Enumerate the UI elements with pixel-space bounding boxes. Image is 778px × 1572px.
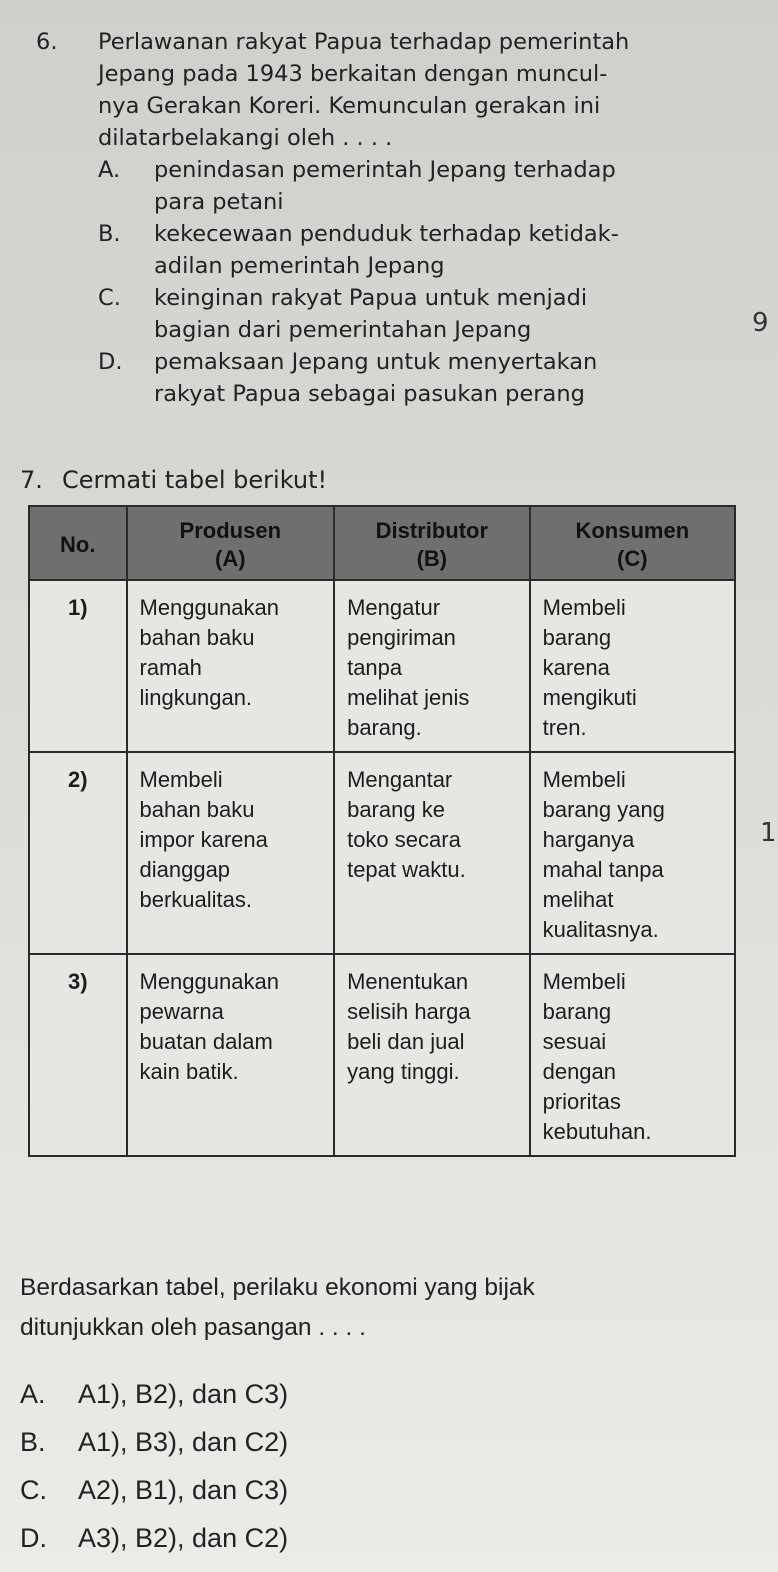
option-letter: C. (98, 285, 121, 311)
cell-line: Membeli (139, 767, 223, 792)
cell-line: mahal tanpa (542, 857, 664, 882)
cell-line: Mengatur (347, 595, 441, 620)
cell-line: barang. (347, 715, 422, 740)
cell-line: impor karena (139, 827, 268, 852)
option-line: bagian dari pemerintahan Jepang (154, 317, 532, 343)
row-number: 3) (29, 954, 127, 1156)
cell-line: barang (542, 625, 612, 650)
cell-line: pengiriman (347, 625, 456, 650)
stray-mark: 1 (760, 818, 777, 848)
cell-line: ramah (139, 655, 202, 680)
cell-line: melihat jenis (347, 685, 470, 710)
cell-line: bahan baku (139, 625, 255, 650)
header-label: No. (60, 532, 96, 557)
option-letter: D. (98, 349, 123, 375)
option-d[interactable] (98, 346, 736, 410)
option-line: penindasan pemerintah Jepang terhadap (154, 157, 616, 183)
question-7-intro (20, 464, 327, 496)
cell-line: berkualitas. (139, 887, 253, 912)
cell-line: toko secara (347, 827, 461, 852)
cell-line: Menggunakan (139, 969, 279, 994)
cell-distributor (334, 954, 530, 1156)
cell-line: dianggap (139, 857, 231, 882)
option-b[interactable] (98, 218, 736, 282)
option-line: pemaksaan Jepang untuk menyertakan (154, 349, 598, 375)
stem-line: nya Gerakan Koreri. Kemunculan gerakan ini (98, 93, 601, 119)
option-letter: A. (20, 1379, 46, 1409)
cell-line: dengan (542, 1059, 617, 1084)
table-row (29, 752, 735, 954)
option-text: A2), B1), dan C3) (78, 1475, 289, 1505)
cell-konsumen (530, 752, 735, 954)
option-b[interactable] (20, 1418, 288, 1466)
stray-mark: 9 (752, 308, 769, 338)
option-letter: B. (98, 221, 121, 247)
cell-line: kualitasnya. (542, 917, 659, 942)
cell-konsumen (530, 580, 735, 752)
table-header-row (29, 506, 735, 580)
cell-line: sesuai (542, 1029, 607, 1054)
cell-line: karena (542, 655, 610, 680)
question-number: 7. (20, 466, 43, 494)
cell-line: harganya (542, 827, 635, 852)
option-line: kekecewaan penduduk terhadap ketidak- (154, 221, 619, 247)
cell-produsen (127, 752, 335, 954)
option-text: A1), B2), dan C3) (78, 1379, 289, 1409)
header-konsumen (530, 506, 735, 580)
cell-line: prioritas (542, 1089, 621, 1114)
cell-distributor (334, 752, 530, 954)
header-no (29, 506, 127, 580)
option-line: adilan pemerintah Jepang (154, 253, 445, 279)
cell-distributor (334, 580, 530, 752)
cell-konsumen (530, 954, 735, 1156)
option-letter: B. (20, 1427, 46, 1457)
cell-line: tepat waktu. (347, 857, 466, 882)
cell-line: kebutuhan. (542, 1119, 652, 1144)
cell-line: tren. (542, 715, 587, 740)
cell-line: Membeli (542, 595, 626, 620)
option-text: A1), B3), dan C2) (78, 1427, 289, 1457)
cell-produsen (127, 954, 335, 1156)
cell-line: lingkungan. (139, 685, 253, 710)
stem-line: Jepang pada 1943 berkaitan dengan muncul- (98, 61, 608, 87)
header-label: Produsen (179, 518, 282, 543)
header-distributor (334, 506, 530, 580)
stem-line: Perlawanan rakyat Papua terhadap pemerintah (98, 29, 630, 55)
cell-line: buatan dalam (139, 1029, 273, 1054)
option-letter: C. (20, 1475, 47, 1505)
option-c[interactable] (98, 282, 736, 346)
cell-line: barang (542, 999, 612, 1024)
question-stem (98, 26, 736, 154)
cell-line: melihat (542, 887, 614, 912)
option-text: A3), B2), dan C2) (78, 1523, 289, 1553)
cell-line: Menggunakan (139, 595, 279, 620)
header-code: (B) (416, 546, 448, 571)
option-line: rakyat Papua sebagai pasukan perang (154, 381, 585, 407)
table-row (29, 580, 735, 752)
cell-line: tanpa (347, 655, 403, 680)
header-code: (A) (215, 546, 246, 571)
stem-line: ditunjukkan oleh pasangan . . . . (20, 1314, 366, 1341)
option-d[interactable] (20, 1514, 288, 1562)
option-letter: D. (20, 1523, 47, 1553)
question-7-options (20, 1370, 288, 1562)
question-7-stem (20, 1268, 760, 1348)
cell-line: yang tinggi. (347, 1059, 460, 1084)
cell-line: bahan baku (139, 797, 255, 822)
cell-line: Membeli (542, 969, 626, 994)
stem-line: Berdasarkan tabel, perilaku ekonomi yang bijak (20, 1274, 535, 1301)
question-number: 6. (36, 29, 58, 55)
header-code: (C) (617, 546, 648, 571)
cell-line: mengikuti (542, 685, 637, 710)
header-label: Konsumen (575, 518, 690, 543)
option-line: para petani (154, 189, 284, 215)
intro-text: Cermati tabel berikut! (62, 466, 328, 494)
option-line: keinginan rakyat Papua untuk menjadi (154, 285, 588, 311)
cell-line: pewarna (139, 999, 224, 1024)
stem-line: dilatarbelakangi oleh . . . . (98, 125, 393, 151)
option-a[interactable] (98, 154, 736, 218)
option-letter: A. (98, 157, 121, 183)
cell-line: beli dan jual (347, 1029, 465, 1054)
cell-line: Mengantar (347, 767, 453, 792)
option-c[interactable] (20, 1466, 288, 1514)
cell-line: barang yang (542, 797, 665, 822)
table-row (29, 954, 735, 1156)
header-label: Distributor (375, 518, 489, 543)
row-number: 1) (29, 580, 127, 752)
cell-line: kain batik. (139, 1059, 239, 1084)
cell-line: barang ke (347, 797, 445, 822)
cell-produsen (127, 580, 335, 752)
header-produsen (127, 506, 335, 580)
cell-line: Membeli (542, 767, 626, 792)
cell-line: selisih harga (347, 999, 471, 1024)
question-6 (36, 26, 736, 410)
cell-line: Menentukan (347, 969, 469, 994)
economy-table (28, 505, 736, 1157)
option-a[interactable] (20, 1370, 288, 1418)
row-number: 2) (29, 752, 127, 954)
